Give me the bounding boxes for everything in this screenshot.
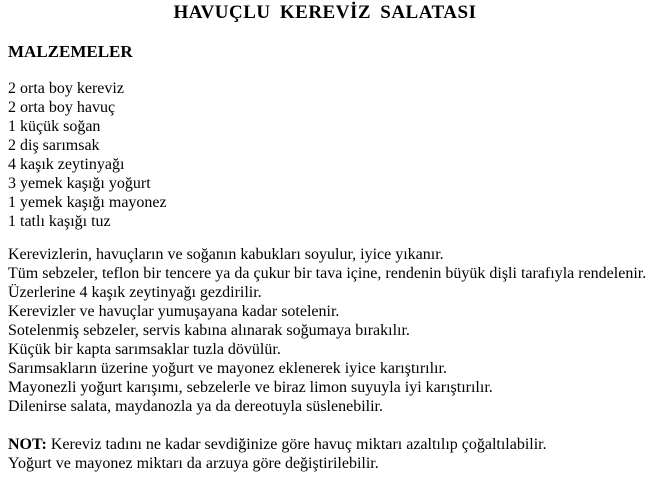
ingredient-line: 1 tatlı kaşığı tuz — [8, 213, 111, 230]
ingredient-line: 4 kaşık zeytinyağı — [8, 156, 125, 173]
ingredient-line: 1 yemek kaşığı mayonez — [8, 194, 167, 211]
ingredients-heading: MALZEMELER — [8, 42, 133, 61]
ingredient-line: 3 yemek kaşığı yoğurt — [8, 175, 151, 192]
ingredient-line: 2 orta boy havuç — [8, 99, 116, 116]
ingredient-line: 2 orta boy kereviz — [8, 80, 124, 97]
preparation-step-line: Sotelenmiş sebzeler, servis kabına alınarak soğumaya bırakılır. — [8, 322, 410, 339]
preparation-steps — [8, 245, 650, 416]
preparation-step-line: Kerevizler ve havuçlar yumuşayana kadar sotelenir. — [8, 303, 340, 320]
note-label: NOT: — [8, 436, 47, 453]
preparation-step-line: Dilenirse salata, maydanozla ya da dereotuyla süslenebilir. — [8, 398, 383, 415]
recipe-title: HAVUÇLU KEREVİZ SALATASI — [173, 2, 477, 23]
preparation-step-line: Mayonezli yoğurt karışımı, sebzelerle ve biraz limon suyuyla iyi karıştırılır. — [8, 379, 493, 396]
note-text: Kereviz tadını ne kadar sevdiğinize göre havuç miktarı azaltılıp çoğaltılabilir. — [50, 436, 547, 453]
preparation-step-line: Sarımsakların üzerine yoğurt ve mayonez eklenerek iyice karıştırılır. — [8, 360, 447, 377]
note-line: Yoğurt ve mayonez miktarı da arzuya göre değiştirilebilir. — [8, 455, 379, 472]
ingredient-line: 1 küçük soğan — [8, 118, 101, 135]
ingredient-line: 2 diş sarımsak — [8, 137, 100, 154]
note-line — [8, 435, 650, 454]
preparation-step-line: Tüm sebzeler, teflon bir tencere ya da çukur bir tava içine, rendenin büyük dişli tarafıyla rendelenir. — [8, 265, 647, 282]
note-section — [8, 435, 650, 473]
ingredients-list — [8, 79, 650, 231]
preparation-step-line: Küçük bir kapta sarımsaklar tuzla dövülür. — [8, 341, 281, 358]
preparation-step-line: Üzerlerine 4 kaşık zeytinyağı gezdirilir. — [8, 284, 262, 301]
preparation-step-line: Kerevizlerin, havuçların ve soğanın kabukları soyulur, iyice yıkanır. — [8, 246, 444, 263]
